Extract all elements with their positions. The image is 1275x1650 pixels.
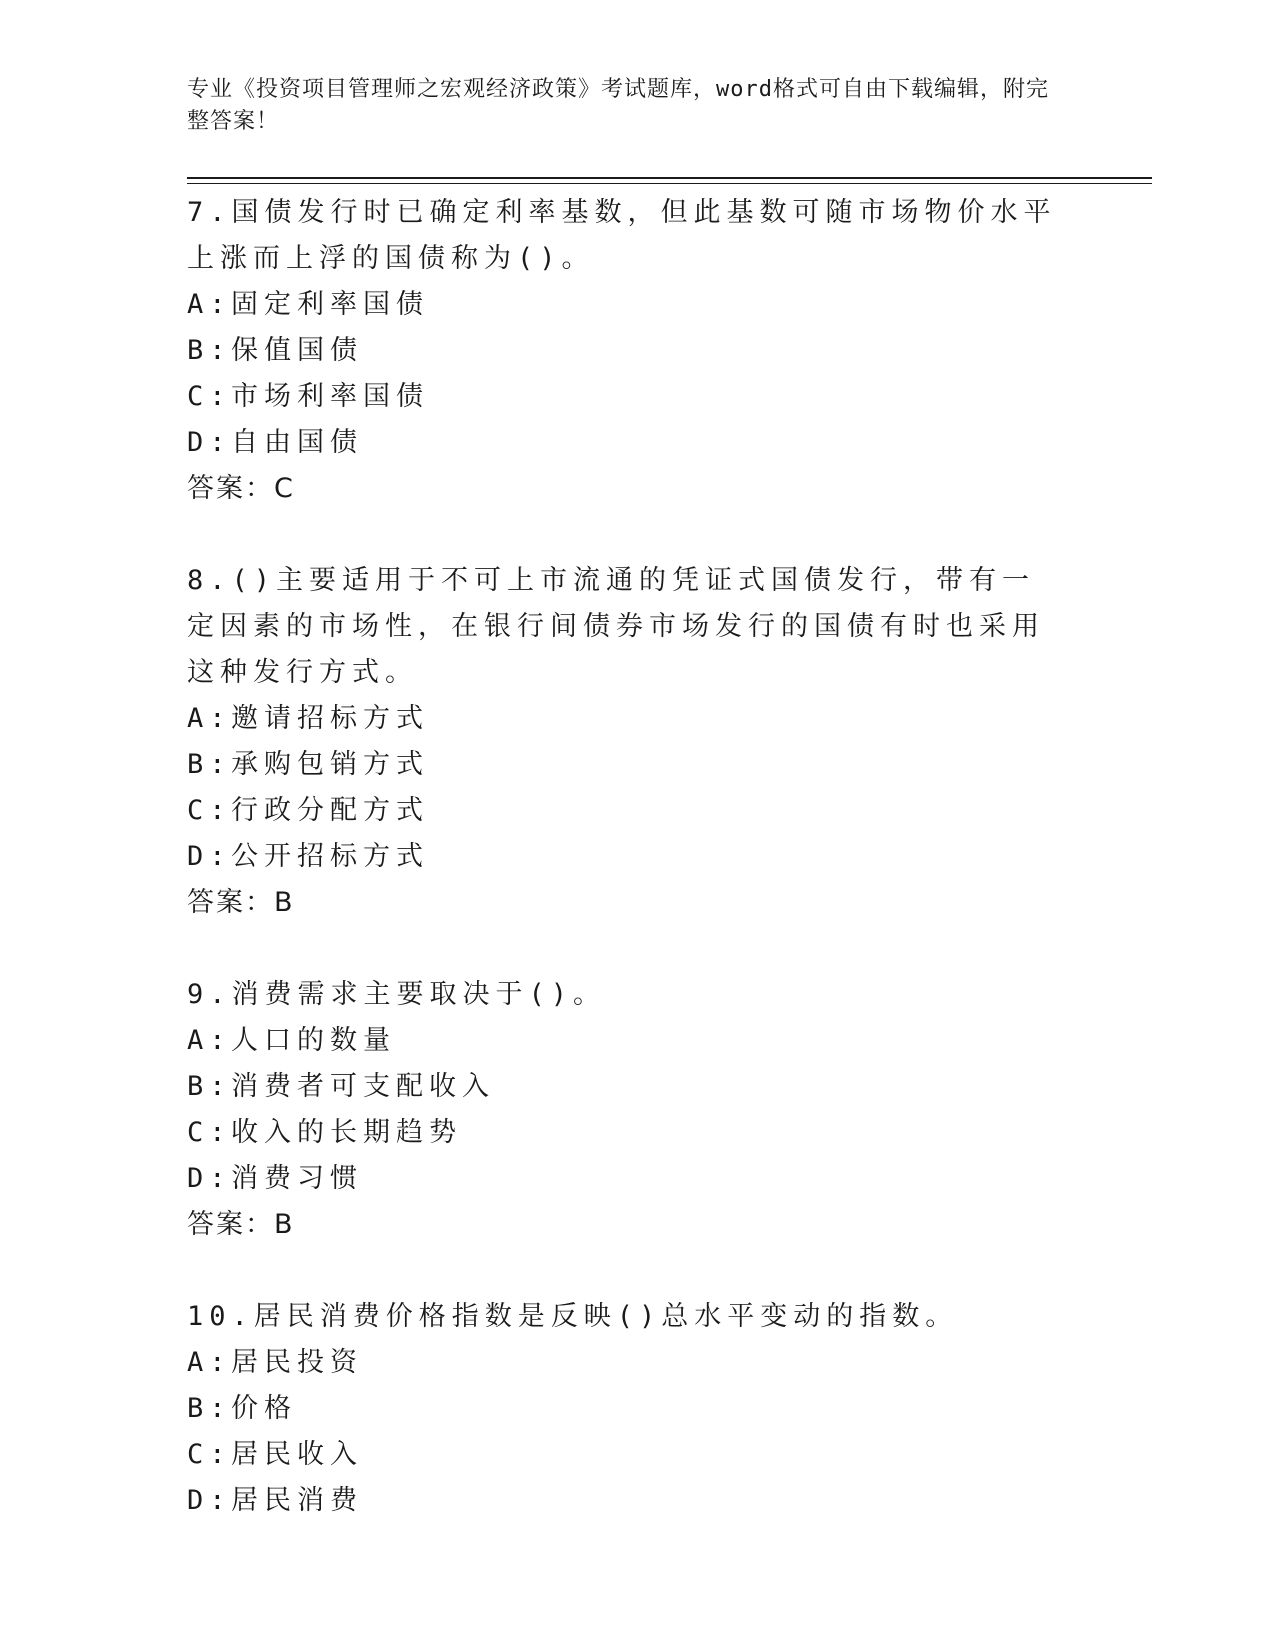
option-letter: C:: [187, 1117, 232, 1148]
header-rule-thick: [187, 177, 1152, 179]
option-letter: C:: [187, 381, 232, 412]
option-b: [187, 742, 1087, 788]
option-c: [187, 374, 1087, 420]
question-8: [187, 558, 1087, 926]
question-stem: 8.()主要适用于不可上市流通的凭证式国债发行，带有一定因素的市场性，在银行间债券市场发行的国债有时也采用这种发行方式。: [187, 565, 1045, 688]
option-a: [187, 1340, 1087, 1386]
document-header: 专业《投资项目管理师之宏观经济政策》考试题库，word格式可自由下载编辑，附完整答案！: [187, 77, 1049, 134]
option-b: [187, 1064, 1087, 1110]
option-b: [187, 328, 1087, 374]
option-letter: D:: [187, 1163, 232, 1194]
option-letter: D:: [187, 1485, 232, 1516]
question-10: [187, 1294, 1087, 1524]
option-text: 行政分配方式: [231, 795, 429, 826]
option-text: 收入的长期趋势: [231, 1117, 462, 1148]
option-text: 居民消费: [231, 1485, 363, 1516]
question-stem: 9.消费需求主要取决于()。: [187, 979, 607, 1010]
question-7: [187, 190, 1087, 512]
question-stem: 10.居民消费价格指数是反映()总水平变动的指数。: [187, 1301, 959, 1332]
question-9: [187, 972, 1087, 1248]
option-text: 固定利率国债: [231, 289, 429, 320]
option-text: 居民投资: [231, 1347, 363, 1378]
option-text: 市场利率国债: [231, 381, 429, 412]
option-letter: D:: [187, 427, 232, 458]
option-text: 承购包销方式: [231, 749, 429, 780]
option-d: [187, 1156, 1087, 1202]
option-d: [187, 420, 1087, 466]
option-letter: B:: [187, 749, 232, 780]
option-c: [187, 1432, 1087, 1478]
option-c: [187, 1110, 1087, 1156]
option-text: 消费者可支配收入: [231, 1071, 495, 1102]
option-letter: B:: [187, 335, 232, 366]
option-text: 自由国债: [231, 427, 363, 458]
answer-line: 答案：C: [187, 473, 295, 504]
header-rule-thin: [187, 183, 1152, 184]
option-letter: A:: [187, 1025, 232, 1056]
option-d: [187, 834, 1087, 880]
option-letter: A:: [187, 703, 232, 734]
option-text: 邀请招标方式: [231, 703, 429, 734]
option-letter: B:: [187, 1071, 232, 1102]
option-text: 价格: [231, 1393, 297, 1424]
answer-line: 答案：B: [187, 887, 295, 918]
option-d: [187, 1478, 1087, 1524]
option-a: [187, 282, 1087, 328]
option-letter: B:: [187, 1393, 232, 1424]
answer-line: 答案：B: [187, 1209, 295, 1240]
option-letter: A:: [187, 289, 232, 320]
option-c: [187, 788, 1087, 834]
question-stem: 7.国债发行时已确定利率基数，但此基数可随市场物价水平上涨而上浮的国债称为()。: [187, 197, 1057, 274]
option-text: 人口的数量: [231, 1025, 396, 1056]
option-letter: C:: [187, 1439, 232, 1470]
option-letter: A:: [187, 1347, 232, 1378]
question-list: [187, 190, 1087, 1570]
option-text: 公开招标方式: [231, 841, 429, 872]
option-a: [187, 1018, 1087, 1064]
option-text: 保值国债: [231, 335, 363, 366]
option-letter: C:: [187, 795, 232, 826]
option-text: 消费习惯: [231, 1163, 363, 1194]
option-b: [187, 1386, 1087, 1432]
option-letter: D:: [187, 841, 232, 872]
option-a: [187, 696, 1087, 742]
option-text: 居民收入: [231, 1439, 363, 1470]
